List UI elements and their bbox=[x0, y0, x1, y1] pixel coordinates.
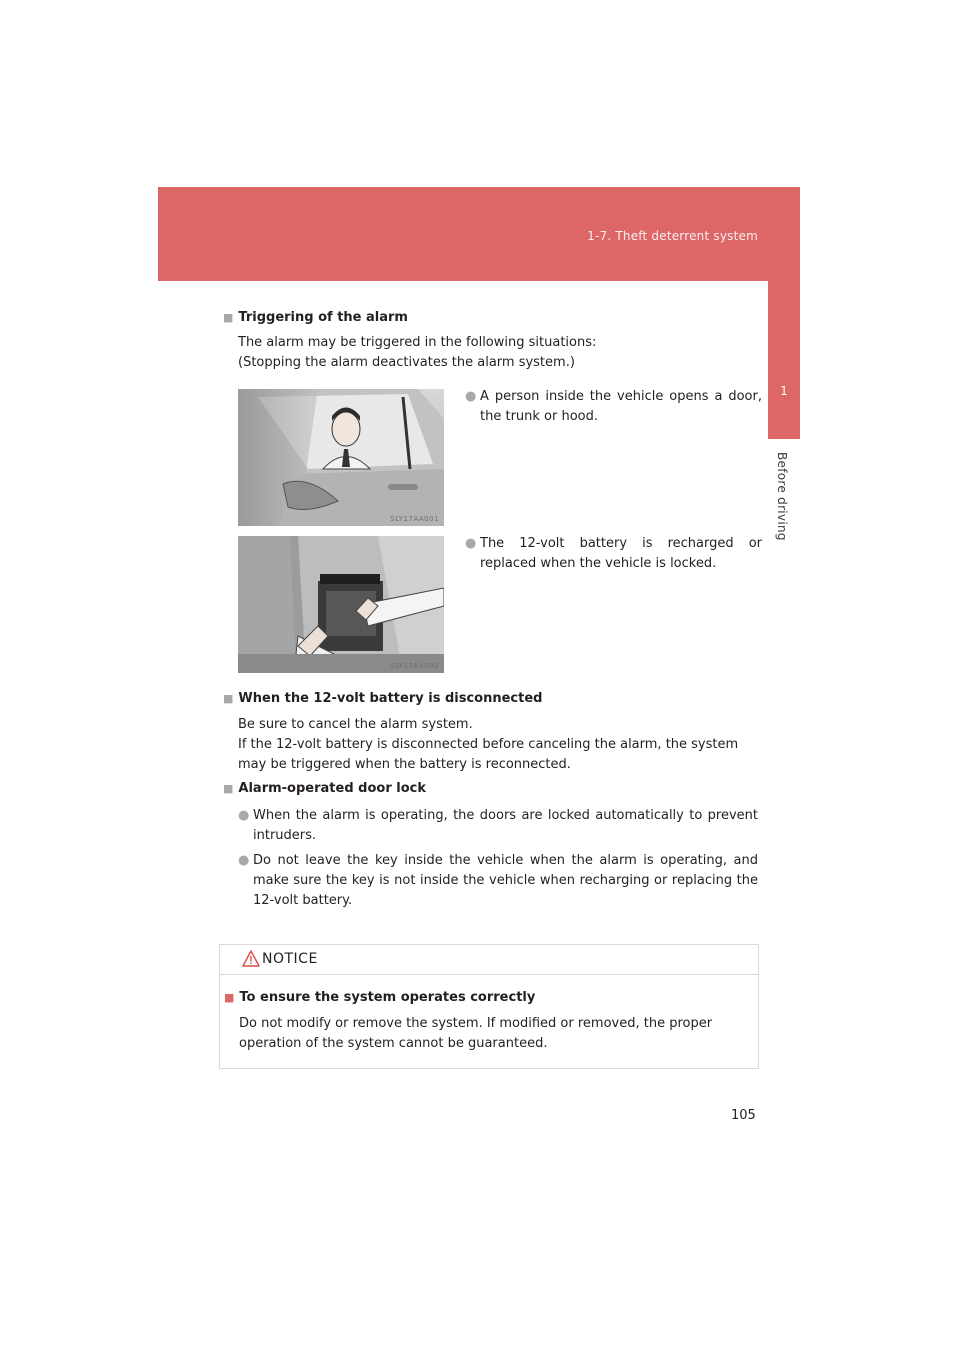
notice-text: Do not modify or remove the system. If modified or removed, the proper operation of the system cannot be guaranteed. bbox=[239, 1016, 713, 1051]
header-band bbox=[158, 187, 800, 281]
round-bullet-icon: ● bbox=[465, 389, 477, 404]
battery-line1: Be sure to cancel the alarm system. bbox=[238, 717, 473, 732]
door-lock-bullet-2: ● Do not leave the key inside the vehicle when the alarm is operating, and make sure the key is not inside the vehicle when recharging or replacing the 12-volt battery. bbox=[238, 853, 758, 908]
image-code-1: SLY17AA001 bbox=[390, 515, 439, 523]
section-heading-door-lock: ■ Alarm-operated door lock bbox=[223, 781, 426, 796]
round-bullet-icon: ● bbox=[238, 853, 250, 868]
triggering-bullet-door: ● A person inside the vehicle opens a door, the trunk or hood. bbox=[465, 389, 762, 424]
chapter-label: Before driving bbox=[775, 452, 789, 541]
notice-heading: ■ To ensure the system operates correctly bbox=[224, 990, 536, 1005]
chapter-tab bbox=[768, 281, 800, 439]
notice-divider bbox=[220, 974, 758, 975]
section-heading-battery: ■ When the 12-volt battery is disconnected bbox=[223, 691, 543, 706]
warning-triangle-icon bbox=[242, 950, 260, 967]
square-bullet-icon: ■ bbox=[223, 692, 234, 705]
illustration-battery-replacement bbox=[238, 536, 444, 673]
section-title: 1-7. Theft deterrent system bbox=[587, 229, 758, 243]
triggering-bullet-battery: ● The 12-volt battery is recharged or replaced when the vehicle is locked. bbox=[465, 536, 762, 571]
round-bullet-icon: ● bbox=[465, 536, 477, 551]
image-code-2: SLY17AA002 bbox=[390, 662, 439, 670]
door-lock-bullet-1: ● When the alarm is operating, the doors are locked automatically to prevent intruders. bbox=[238, 808, 758, 843]
illustration-person-inside-vehicle bbox=[238, 389, 444, 526]
square-bullet-icon: ■ bbox=[223, 782, 234, 795]
battery-illustration bbox=[238, 536, 444, 673]
section-heading-triggering: ■ Triggering of the alarm bbox=[223, 310, 408, 325]
square-bullet-icon: ■ bbox=[223, 311, 234, 324]
notice-title: NOTICE bbox=[262, 951, 318, 967]
round-bullet-icon: ● bbox=[238, 808, 250, 823]
notice-box bbox=[219, 944, 759, 1069]
battery-line2: If the 12-volt battery is disconnected before canceling the alarm, the system may be triggered when the battery is reconnected. bbox=[238, 737, 739, 772]
page-number: 105 bbox=[731, 1108, 756, 1123]
square-bullet-icon: ■ bbox=[224, 991, 235, 1004]
triggering-intro-line2: (Stopping the alarm deactivates the alarm system.) bbox=[238, 355, 575, 370]
triggering-intro-line1: The alarm may be triggered in the following situations: bbox=[238, 335, 597, 350]
chapter-number: 1 bbox=[780, 384, 788, 398]
car-door-illustration bbox=[238, 389, 444, 526]
